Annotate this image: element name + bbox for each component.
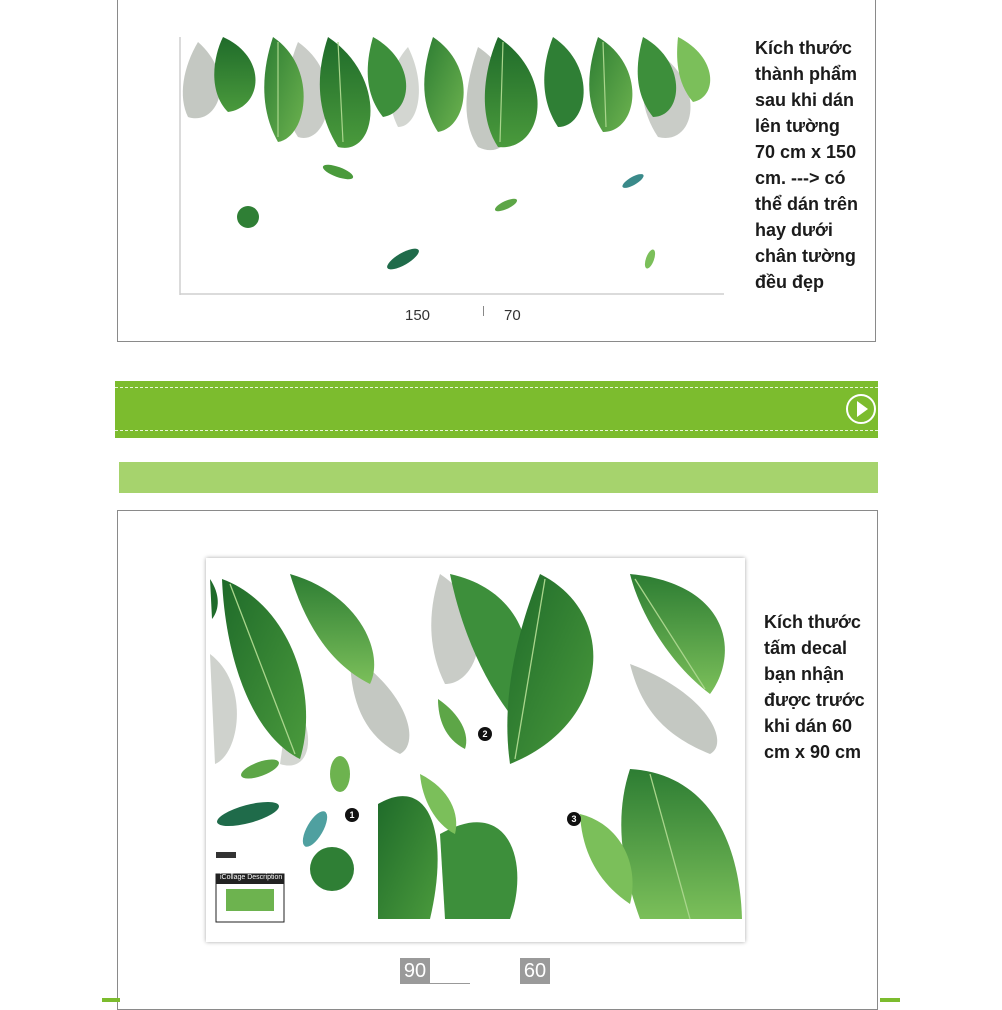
banner-bottom-stitch [115, 430, 878, 431]
top-height-dimension: 70 [504, 307, 521, 324]
package-label: iCollage Description [220, 874, 283, 881]
bottom-size-caption: Kích thước tấm decal bạn nhận được trước khi dán 60 cm x 90 cm [764, 612, 865, 762]
bottom-right-accent [880, 998, 900, 1002]
bottom-leaf-decal-illustration [210, 574, 742, 924]
bottom-height-dimension: 60 [520, 958, 550, 984]
bottom-dimension-line [430, 983, 470, 984]
top-size-caption: Kích thước thành phẩm sau khi dán lên tường 70 cm x 150 cm. ---> có thể dán trên hay dưới chân tường đều đẹp [755, 38, 859, 292]
arrow-right-circle-icon[interactable] [846, 394, 876, 424]
section-number-badge-3: 3 [567, 812, 581, 826]
top-panel [117, 0, 876, 342]
section-divider-banner [115, 381, 878, 438]
decal-sheet-photo [206, 558, 745, 942]
banner-top-stitch [115, 387, 878, 388]
section-number-badge-2: 2 [478, 727, 492, 741]
top-leaf-decal-illustration [178, 37, 728, 297]
bottom-width-dimension: 90 [400, 958, 430, 984]
bottom-panel [117, 510, 878, 1010]
section-number-badge-1: 1 [345, 808, 359, 822]
top-width-dimension: 150 [405, 307, 431, 324]
sheet-center-gap [374, 754, 377, 926]
section-header-bar [119, 462, 878, 493]
top-dimension-tick [483, 306, 484, 316]
bottom-left-accent [102, 998, 120, 1002]
